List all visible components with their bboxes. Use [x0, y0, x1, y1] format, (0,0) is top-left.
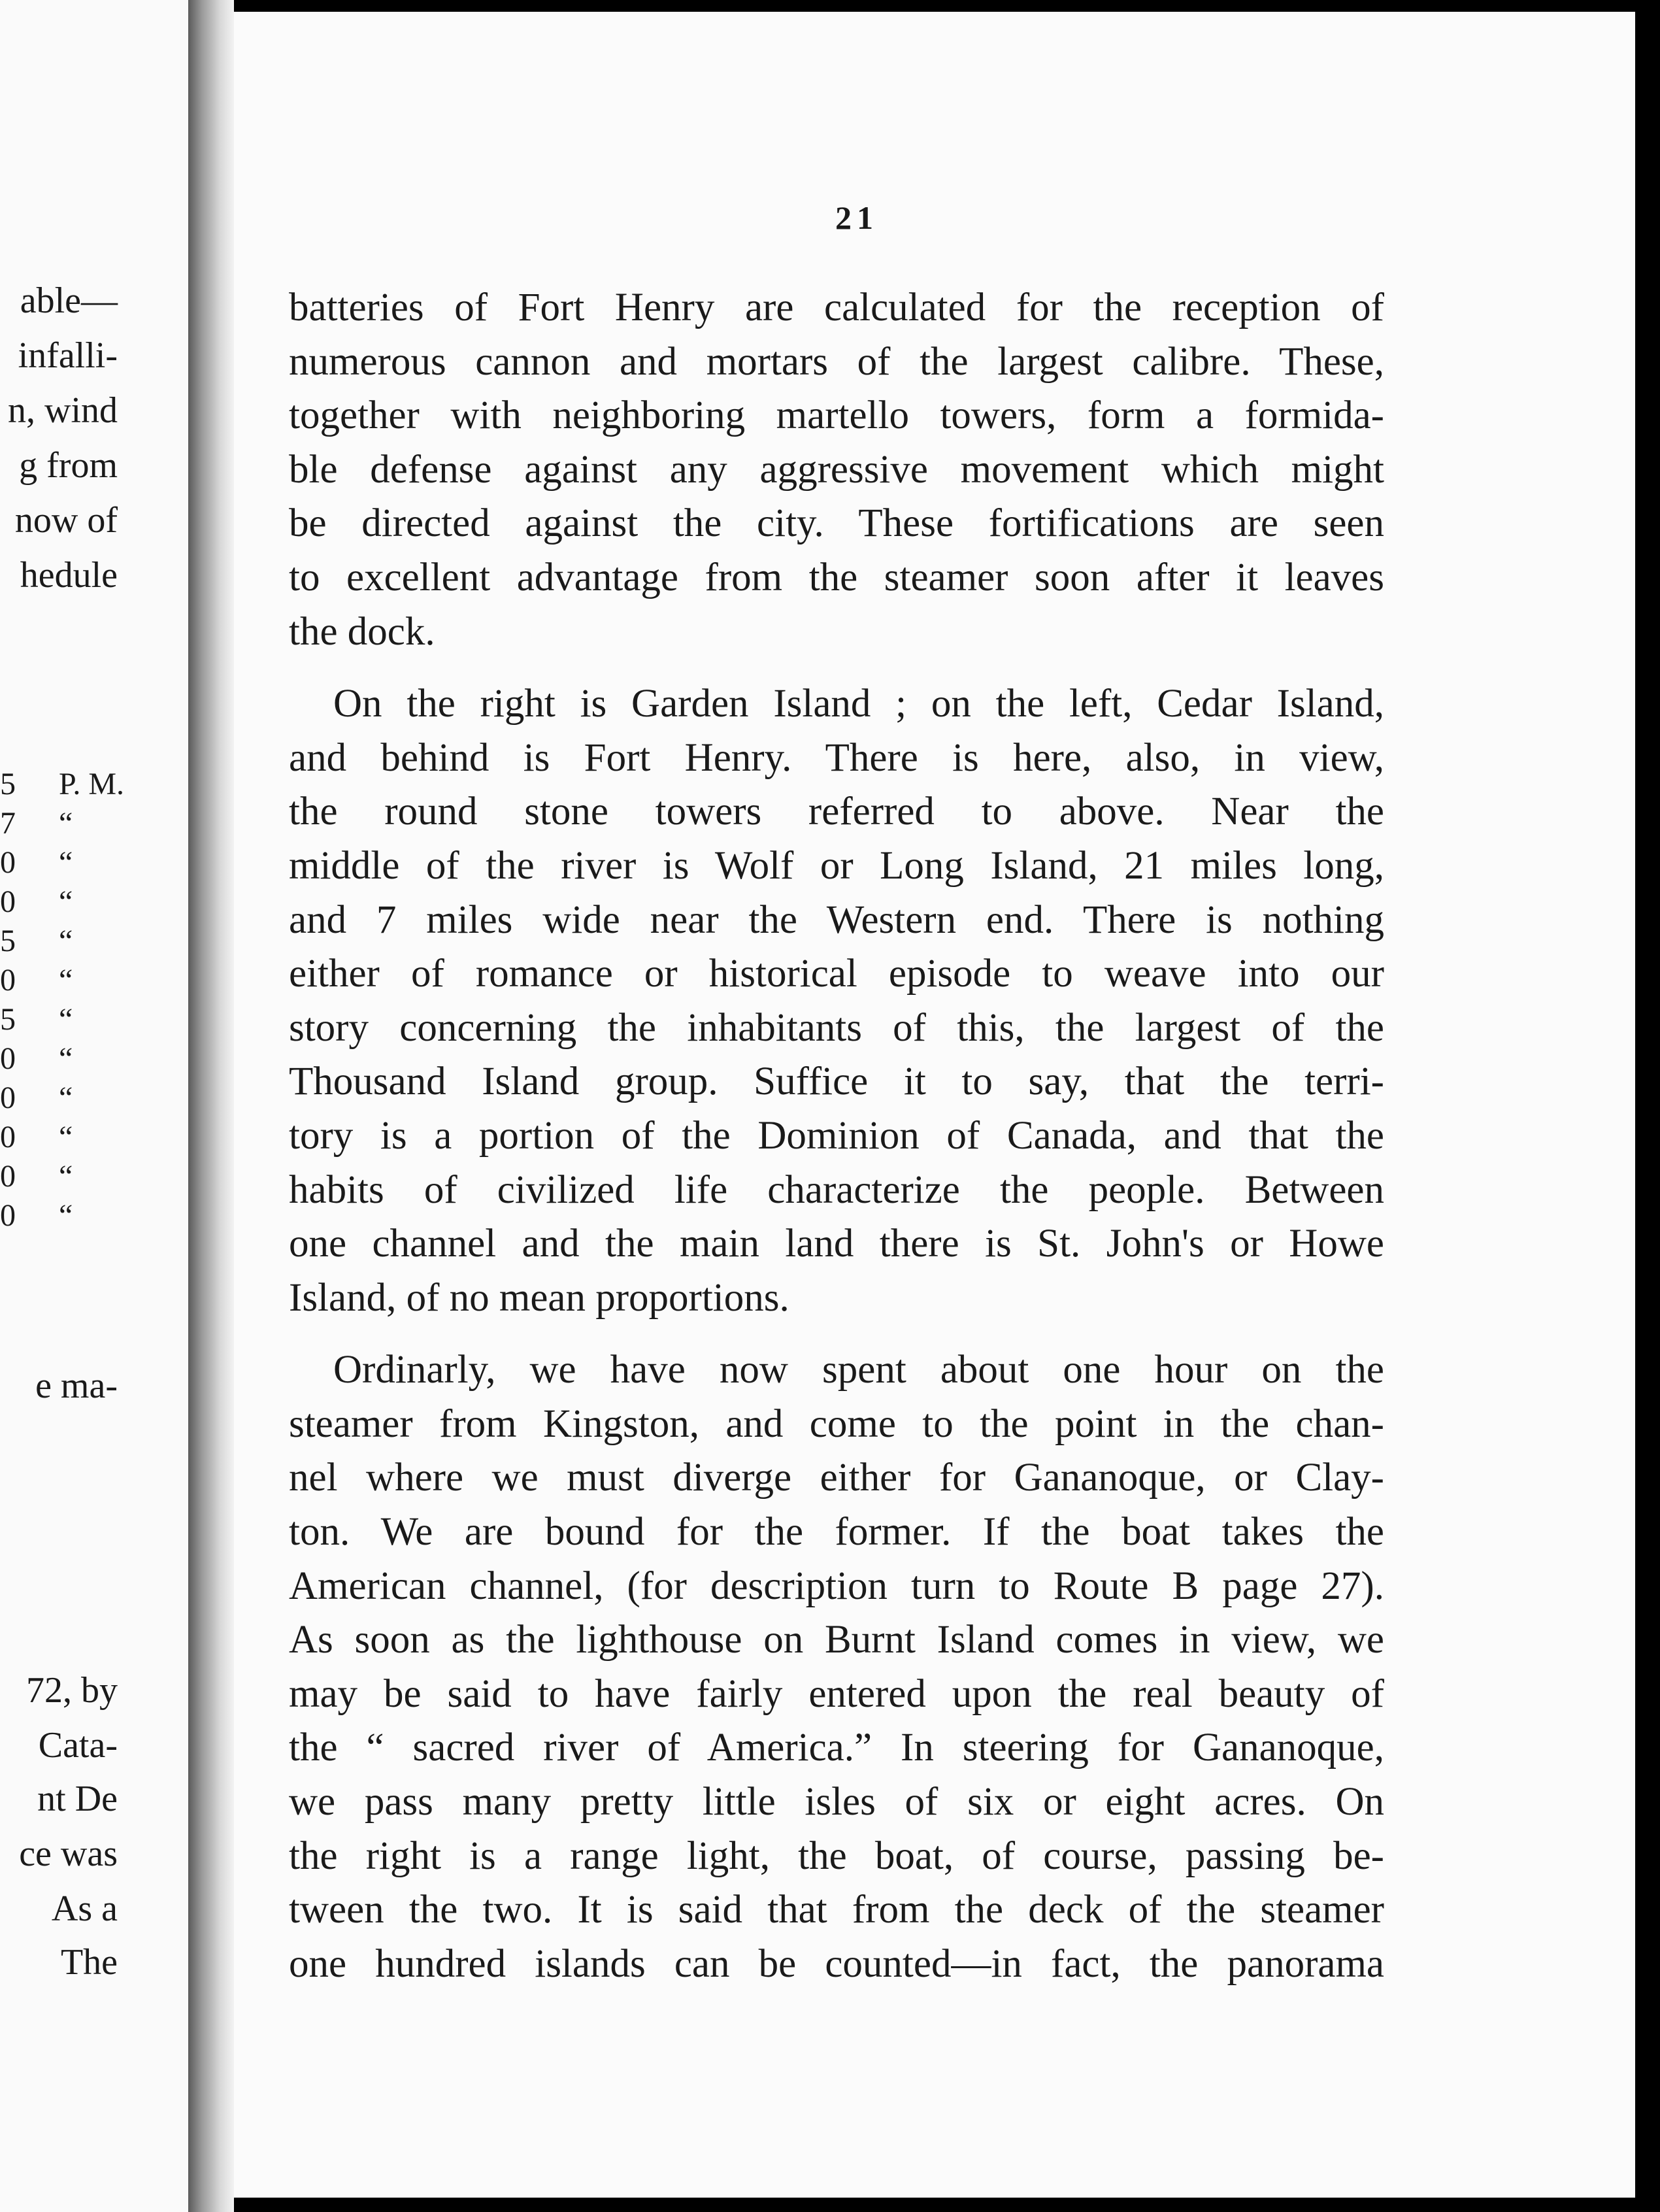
left-line: ce was [19, 1834, 118, 1874]
paragraph [289, 677, 1384, 1325]
text-line: nel where we must diverge either for Gananoque, or Clay- [289, 1456, 1384, 1500]
page-number: 21 [835, 199, 878, 236]
text-line: middle of the river is Wolf or Long Island, 21 miles long, [289, 843, 1384, 888]
left-line: now of [14, 500, 118, 541]
text-line: Thousand Island group. Suffice it to say, that the terri- [289, 1060, 1384, 1104]
body-text [289, 281, 1384, 1991]
text-line: batteries of Fort Henry are calculated for the reception of [289, 286, 1384, 329]
paragraph [289, 281, 1384, 659]
text-line: either of romance or historical episode to weave into our [289, 952, 1384, 996]
time-row: 0 “ [0, 1120, 73, 1154]
time-row: 0 “ [0, 884, 73, 919]
left-line: Cata- [38, 1725, 118, 1766]
text-line: the round stone towers referred to above. Near the [289, 790, 1384, 834]
text-line: American channel, (for description turn to Route B page 27). [289, 1564, 1384, 1608]
left-line: 72, by [26, 1670, 118, 1711]
text-line: habits of civilized life characterize the people. Between [289, 1167, 1384, 1212]
paragraph [289, 1343, 1384, 1991]
text-line: and 7 miles wide near the Western end. There is nothing [289, 897, 1384, 942]
text-line: ton. We are bound for the former. If the boat takes the [289, 1510, 1384, 1554]
left-line: infalli- [18, 335, 118, 376]
text-line: tory is a portion of the Dominion of Canada, and that the [289, 1113, 1384, 1158]
left-line: able— [20, 280, 118, 321]
text-line: the right is a range light, the boat, of course, passing be- [289, 1834, 1384, 1878]
left-line: As a [51, 1888, 118, 1929]
text-line: As soon as the lighthouse on Burnt Island comes in view, we [289, 1618, 1384, 1662]
text-line: to excellent advantage from the steamer soon after it leaves [289, 555, 1384, 599]
text-line: the “ sacred river of America.” In steering for Gananoque, [289, 1726, 1384, 1770]
right-page [234, 12, 1635, 2198]
left-line: nt De [37, 1779, 118, 1819]
left-page-fragment [0, 0, 188, 2212]
text-line: and behind is Fort Henry. There is here, also, in view, [289, 735, 1384, 780]
text-line: On the right is Garden Island ; on the left, Cedar Island, [333, 682, 1384, 726]
left-line: g from [19, 445, 118, 486]
book-gutter [188, 0, 234, 2212]
text-line: the dock. [289, 609, 435, 654]
time-row: 0 “ [0, 1198, 73, 1233]
time-row: 5 “ [0, 924, 73, 958]
time-row: 0 “ [0, 845, 73, 880]
text-line: ble defense against any aggressive movement which might [289, 447, 1384, 492]
text-line: tween the two. It is said that from the deck of the steamer [289, 1888, 1384, 1932]
time-row: 5 P. M. [0, 767, 125, 801]
time-row: 0 “ [0, 963, 73, 997]
text-line: numerous cannon and mortars of the largest calibre. These, [289, 339, 1384, 384]
text-line: may be said to have fairly entered upon the real beauty of [289, 1671, 1384, 1716]
left-line: The [60, 1942, 118, 1983]
time-row: 0 “ [0, 1159, 73, 1194]
time-row: 0 “ [0, 1081, 73, 1115]
text-line: Ordinarly, we have now spent about one hour on the [333, 1348, 1384, 1392]
text-line: be directed against the city. These fortifications are seen [289, 501, 1384, 546]
left-line: n, wind [8, 390, 118, 431]
text-line: one channel and the main land there is St. John's or Howe [289, 1222, 1384, 1266]
text-line: we pass many pretty little isles of six or eight acres. On [289, 1780, 1384, 1824]
time-row: 7 “ [0, 806, 73, 841]
left-line: e ma- [35, 1366, 118, 1406]
text-line: story concerning the inhabitants of this, the largest of the [289, 1005, 1384, 1050]
text-line: steamer from Kingston, and come to the point in the chan- [289, 1401, 1384, 1446]
text-line: one hundred islands can be counted—in fact, the panorama [289, 1941, 1384, 1986]
text-line: together with neighboring martello towers, form a formida- [289, 394, 1384, 438]
time-row: 5 “ [0, 1002, 73, 1037]
text-line: Island, of no mean proportions. [289, 1275, 789, 1320]
time-row: 0 “ [0, 1041, 73, 1076]
left-line: hedule [20, 555, 118, 595]
